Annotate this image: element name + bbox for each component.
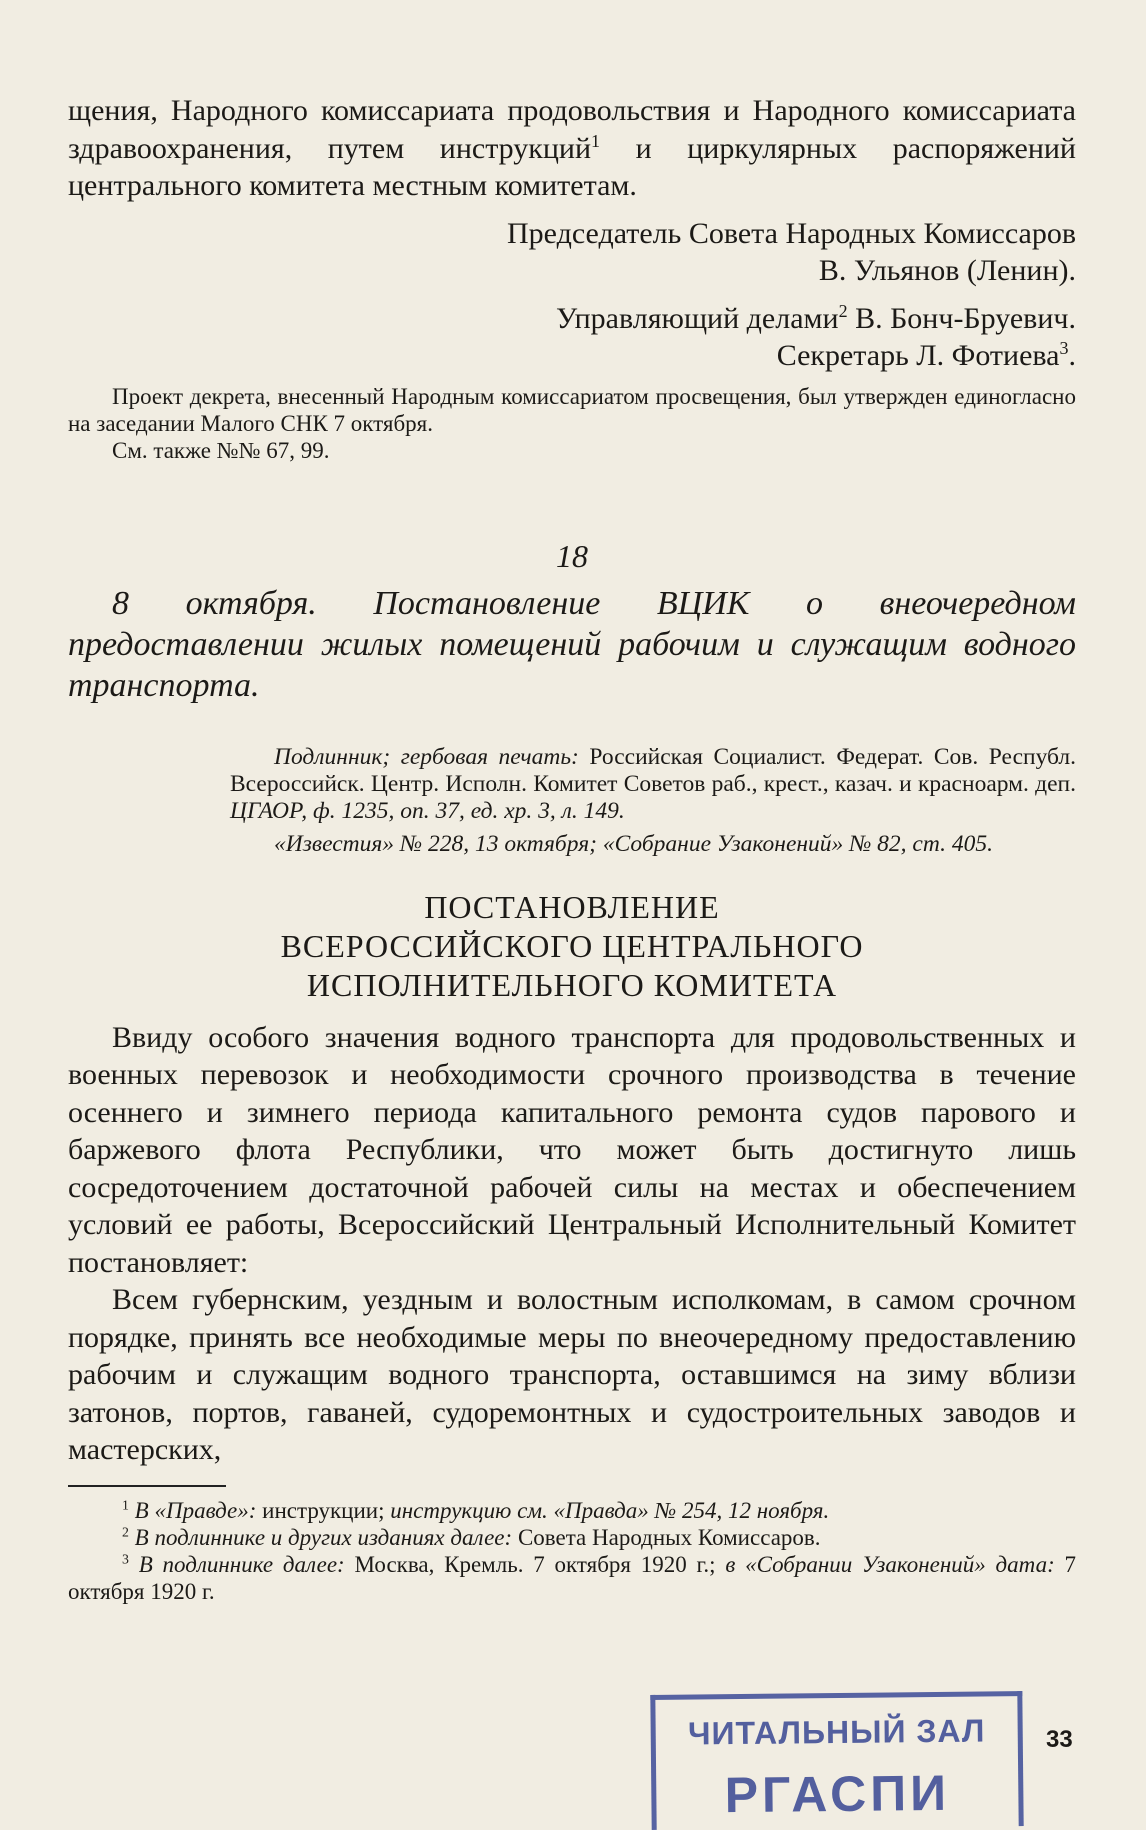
heading-line-2: ВСЕРОССИЙСКОГО ЦЕНТРАЛЬНОГО xyxy=(280,927,864,964)
footnote-3-mark: 3 xyxy=(122,1550,129,1566)
footnote-ref-3: 3 xyxy=(1059,338,1069,358)
signature-manager-name: В. Бонч-Бруевич. xyxy=(847,301,1076,335)
footnote-3-tail: в «Собрании Узаконений» дата: xyxy=(725,1551,1055,1577)
footnote-divider xyxy=(68,1485,226,1487)
source-original-lead: Подлинник; гербовая печать: xyxy=(274,743,579,770)
footnote-3-date: 7 октября 1920 г. xyxy=(68,1551,1077,1604)
document-title: 8 октября. Постановление ВЦИК о внеочередном предоставлении жилых помещений рабочим и служащим водного транспорта. xyxy=(68,584,1076,704)
continuation-paragraph xyxy=(68,92,1076,205)
footnote-1 xyxy=(68,1497,1076,1524)
signature-chairman-title: Председатель Совета Народных Комиссаров xyxy=(507,216,1076,250)
decree-preamble: Ввиду особого значения водного транспорта для продовольственных и военных перевозок и необходимости срочного производства в течение осеннего и зимнего периода капитального ремонта судов парового и баржевого флота Республики, что может быть достигнуто лишь сосредоточением достаточной рабочей силы на местах и обеспечением условий ее работы, Всероссийский Центральный Исполнительный Комитет постановляет: xyxy=(68,1020,1076,1279)
footnote-3-text: Москва, Кремль. 7 октября 1920 г.; xyxy=(344,1551,726,1577)
footnote-3 xyxy=(68,1551,1076,1605)
editorial-note: Проект декрета, внесенный Народным комиссариатом просвещения, был утвержден единогласно на заседании Малого СНК 7 октября. xyxy=(68,383,1076,436)
library-stamp xyxy=(650,1691,1023,1830)
document-number: 18 xyxy=(556,537,588,574)
footnote-1-lead: В «Правде»: xyxy=(134,1497,257,1523)
footnote-2 xyxy=(68,1524,1076,1551)
footnote-2-lead: В подлиннике и других изданиях далее: xyxy=(134,1524,513,1550)
signature-manager-title: Управляющий делами xyxy=(556,301,839,335)
signature-secretary-name: Секретарь Л. Фотиева xyxy=(776,339,1060,372)
stamp-line-2: РГАСПИ xyxy=(724,1764,951,1824)
decree-heading xyxy=(68,888,1076,1005)
source-original-text: Российская Социалист. Федерат. Сов. Республ. Всероссийск. Центр. Исполн. Комитет Советов раб., крест., казач. и красноарм. деп. xyxy=(230,743,1076,797)
footnote-ref-1: 1 xyxy=(591,130,601,151)
footnote-2-text: Совета Народных Комиссаров. xyxy=(512,1524,821,1550)
source-notes xyxy=(230,744,1076,858)
footnote-3-lead: В подлиннике далее: xyxy=(138,1551,345,1577)
source-original xyxy=(230,744,1076,825)
paragraph-text: щения, Народного комиссариата продовольствия и Народного комиссариата здравоохранения, путем инструкций xyxy=(68,94,1076,165)
signature-secretary xyxy=(68,337,1076,375)
footnote-1-tail: инструкцию см. «Правда» № 254, 12 ноября. xyxy=(390,1497,830,1523)
source-publications: «Известия» № 228, 13 октября; «Собрание Узаконений» № 82, ст. 405. xyxy=(274,830,993,857)
signature-chairman-name: В. Ульянов (Ленин). xyxy=(818,254,1076,287)
stamp-line-1: ЧИТАЛЬНЫЙ ЗАЛ xyxy=(687,1712,986,1752)
decree-body: Всем губернским, уездным и волостным исполкомам, в самом срочном порядке, принять все необходимые меры по внеочередному предоставлению рабочим и служащим водного транспорта, оставшимся на зиму вблизи затонов, портов, гаваней, судоремонтных и судостроительных заводов и мастерских, xyxy=(68,1283,1076,1466)
page-content xyxy=(68,92,1076,1605)
heading-line-3: ИСПОЛНИТЕЛЬНОГО КОМИТЕТА xyxy=(306,966,838,1003)
footnote-1-text: инструкции; xyxy=(256,1497,391,1523)
footnote-2-mark: 2 xyxy=(122,1523,129,1539)
footnote-ref-2: 2 xyxy=(838,300,848,321)
source-archive-ref: ЦГАОР, ф. 1235, оп. 37, ед. хр. 3, л. 149. xyxy=(230,797,625,824)
heading-line-1: ПОСТАНОВЛЕНИЕ xyxy=(424,888,720,925)
page-number: 33 xyxy=(1046,1726,1073,1753)
footnote-1-mark: 1 xyxy=(122,1496,129,1512)
paragraph-text-end: и циркулярных распоряжений центрального комитета местным комитетам. xyxy=(68,131,1076,202)
signature-secretary-end: . xyxy=(1068,339,1076,372)
signature-manager xyxy=(68,300,1076,338)
cross-reference-note: См. также №№ 67, 99. xyxy=(112,437,330,463)
